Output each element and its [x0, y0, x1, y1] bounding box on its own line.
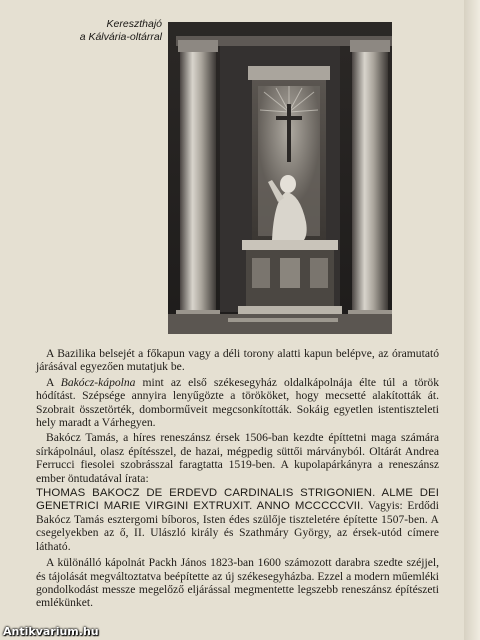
paragraph-text: mint az első székesegyház oldalkápolnája élte túl a török hódítást. Szépsége annyira lenyűgözte a törököket, hogy mecsetté alakították át. Szobrait összetörték, domborműveit megcsonkították. Sokáig egyetlen istentiszteleti hely maradt a Várhegyen.	[36, 375, 439, 430]
emphasis-text: Bakócz-kápolna	[60, 375, 136, 389]
photo-caption	[40, 18, 162, 44]
paragraph-text: THOMAS BAKOCZ DE ERDEVD CARDINALIS STRIGONIEN. ALME DEI GENETRICI MARIE VIRGINI EXTRUXIT. ANNO MCCCCCVII.	[36, 487, 439, 513]
paragraph-text: Vagyis: Erdődi Bakócz Tamás esztergomi bíboros, Isten édes szülője tiszteletére építette 1507-ben. A csegelyekben az ő, II. Ulászló király és Szathmáry György, az érsek-utód címere látható.	[36, 500, 439, 553]
paragraph-text: A	[46, 375, 61, 389]
paragraph	[36, 487, 439, 554]
paragraph-text: Bakócz Tamás, a híres reneszánsz érsek 1506-ban kezdte építtetni maga számára sírkápolnául, olasz építésszel, de hazai, mégpedig süttői márványból. Oltárát Andrea Ferrucci fiesolei szobrásszal faragtatta 1519-ben. A kupolapárkányra a reneszánsz ember öntudatával írata:	[36, 431, 439, 485]
paragraph-text: A Bazilika belsejét a főkapun vagy a déli torony alatti kapun belépve, az óramutató járásával egyezően mutatjuk be.	[36, 347, 439, 374]
watermark: Antikvarium.hu	[3, 625, 99, 638]
page-edge	[464, 0, 480, 640]
body-text	[36, 347, 439, 612]
paragraph	[36, 556, 439, 610]
paragraph	[36, 347, 439, 374]
paragraph-text: A különálló kápolnát Packh János 1823-ban 1600 számozott darabra szedte széjjel, és tájolását megváltoztatva beépítette az új székesegyházba. Ezzel a modern műemléki gondolkodást messze megelőző eljárással megmentette legszebb reneszánsz építészeti emlékünket.	[36, 556, 439, 610]
altar-photo	[168, 22, 392, 334]
paragraph	[36, 376, 439, 430]
caption-line-1: Kereszthajó	[106, 18, 162, 30]
altar-photo-icon	[168, 22, 392, 334]
caption-line-2: a Kálvária-oltárral	[79, 31, 162, 43]
paragraph	[36, 431, 439, 485]
